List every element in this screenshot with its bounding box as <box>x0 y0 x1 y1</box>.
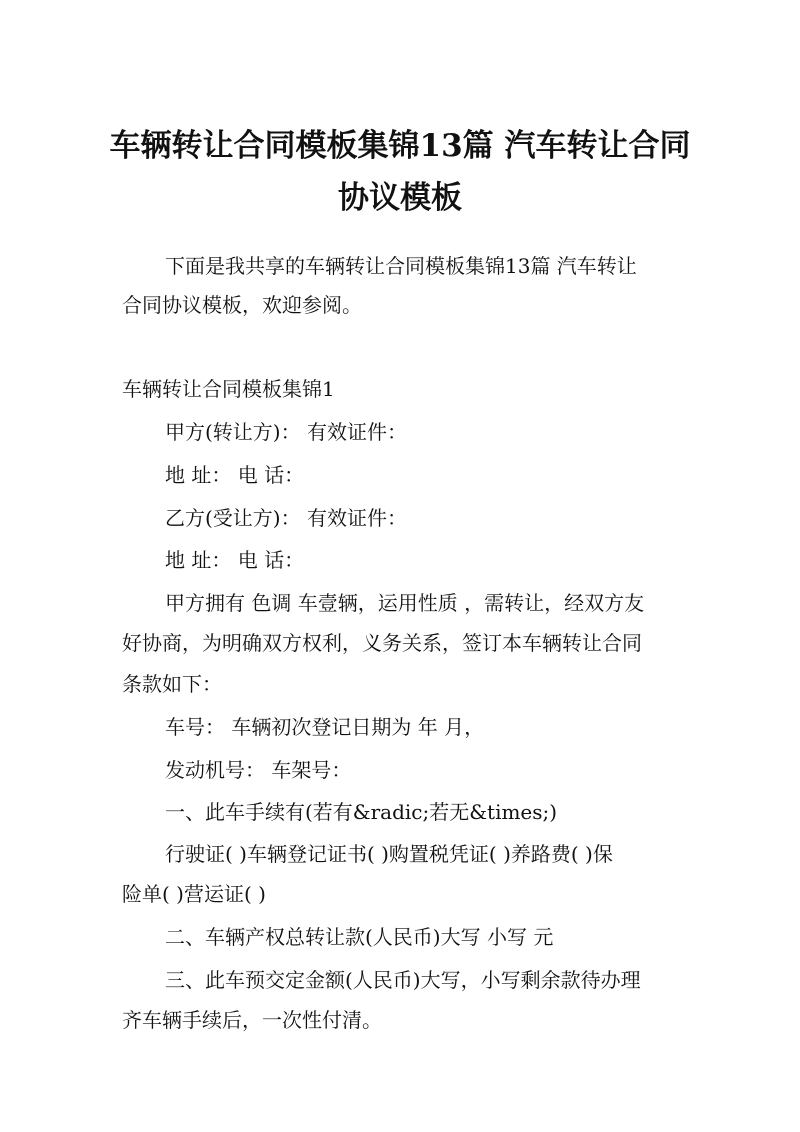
party-a-line: 甲方(转让方)： 有效证件： <box>165 420 407 444</box>
plate-line: 车号： 车辆初次登记日期为 年 月， <box>165 715 485 739</box>
clause-3-line-2: 齐车辆手续后，一次性付清。 <box>122 1008 382 1032</box>
terms-line-2: 好协商，为明确双方权利，义务关系，签订本车辆转让合同 <box>122 631 642 655</box>
engine-line: 发动机号： 车架号： <box>165 758 352 782</box>
document-title-line-1: 车辆转让合同模板集锦13篇 汽车转让合同 <box>109 128 691 164</box>
section-heading: 车辆转让合同模板集锦1 <box>122 377 335 401</box>
document-title-line-2: 协议模板 <box>338 180 462 216</box>
clause-1-docs-line-1: 行驶证( )车辆登记证书( )购置税凭证( )养路费( )保 <box>165 842 613 866</box>
clause-2-line: 二、车辆产权总转让款(人民币)大写 小写 元 <box>165 925 554 949</box>
clause-1-docs-line-2: 险单( )营运证( ) <box>122 882 266 906</box>
clause-3-line-1: 三、此车预交定金额(人民币)大写，小写剩余款待办理 <box>165 968 641 992</box>
clause-1-line: 一、此车手续有(若有&radic;若无&times;) <box>165 800 558 824</box>
party-a-address-line: 地 址： 电 话： <box>165 463 305 487</box>
intro-line-1: 下面是我共享的车辆转让合同模板集锦13篇 汽车转让 <box>165 254 637 278</box>
terms-line-1: 甲方拥有 色调 车壹辆，运用性质 ，需转让，经双方友 <box>165 591 645 615</box>
party-b-address-line: 地 址： 电 话： <box>165 548 305 572</box>
party-b-line: 乙方(受让方)： 有效证件： <box>165 506 407 530</box>
terms-line-3: 条款如下： <box>122 672 222 696</box>
intro-line-2: 合同协议模板，欢迎参阅。 <box>122 293 362 317</box>
